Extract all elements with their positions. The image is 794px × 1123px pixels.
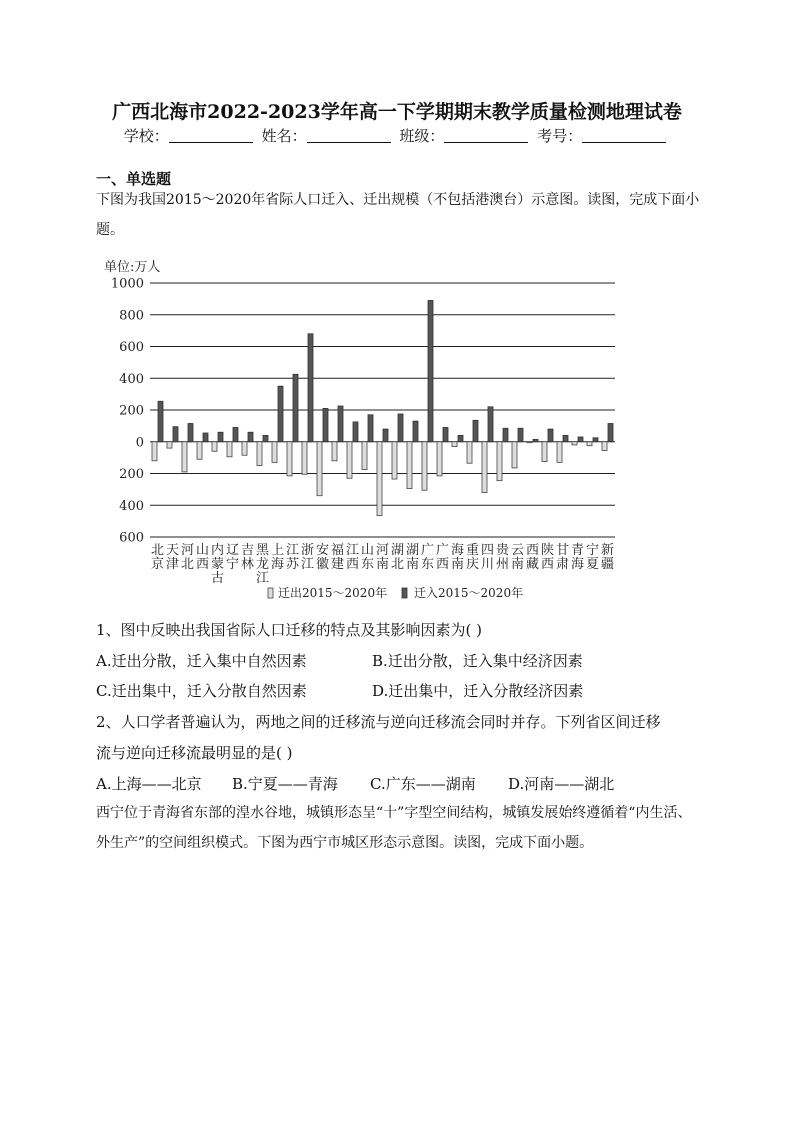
bar-out-15 xyxy=(377,442,382,516)
x-tick-label-char: 蒙 xyxy=(210,557,225,572)
x-tick-label-char: 宁 xyxy=(585,543,600,558)
legend-label-out: 迁出2015～2020年 xyxy=(278,586,388,600)
bar-out-27 xyxy=(557,442,562,463)
bar-in-12 xyxy=(338,406,343,442)
x-tick-label-char: 云 xyxy=(510,543,525,558)
school-label: 学校： xyxy=(123,127,169,145)
x-tick-label-char: 重 xyxy=(465,543,480,558)
bar-out-19 xyxy=(437,442,442,476)
x-tick-label-char: 西 xyxy=(525,543,540,558)
bar-out-28 xyxy=(572,442,577,445)
bar-out-14 xyxy=(362,442,367,470)
bar-out-1 xyxy=(167,442,172,448)
x-tick-label-char: 海 xyxy=(270,557,285,572)
x-tick-label-char: 海 xyxy=(450,543,465,558)
x-tick-label-char: 贵 xyxy=(495,543,510,558)
x-tick-label-char: 黑 xyxy=(255,543,270,558)
bar-in-9 xyxy=(293,374,298,441)
bar-out-2 xyxy=(182,442,187,472)
section-heading: 一、单选题 xyxy=(96,170,172,188)
bar-out-4 xyxy=(212,442,217,452)
x-tick-label-char: 江 xyxy=(285,543,300,558)
bar-out-8 xyxy=(272,442,277,463)
x-tick-label-char: 江 xyxy=(345,543,360,558)
q1-option-c[interactable]: C.迁出集中，迁入分散自然因素 xyxy=(96,682,307,700)
bar-in-2 xyxy=(188,423,193,441)
legend-swatch-out xyxy=(268,588,273,598)
y-tick-label: 200 xyxy=(119,403,144,419)
x-tick-label-char: 川 xyxy=(480,557,495,572)
y-tick-label: 600 xyxy=(119,340,144,355)
bar-in-20 xyxy=(458,435,463,441)
x-tick-label-char: 海 xyxy=(570,557,585,572)
bar-out-26 xyxy=(542,442,547,462)
bar-in-22 xyxy=(488,407,493,442)
bar-in-17 xyxy=(413,421,418,442)
q2-option-b[interactable]: B.宁夏——青海 xyxy=(232,775,338,793)
bar-out-10 xyxy=(302,442,307,475)
x-tick-label-char: 北 xyxy=(180,557,195,572)
x-tick-label-char: 东 xyxy=(420,557,435,572)
x-tick-label-char: 京 xyxy=(150,557,165,572)
name-blank[interactable] xyxy=(307,128,391,143)
y-tick-label: 200 xyxy=(119,467,144,482)
bar-out-5 xyxy=(227,442,232,457)
bar-out-25 xyxy=(527,442,532,443)
bar-in-14 xyxy=(368,415,373,442)
bar-in-25 xyxy=(533,439,538,441)
bar-in-18 xyxy=(428,300,433,441)
y-tick-label: 400 xyxy=(119,498,144,514)
bar-in-7 xyxy=(263,435,268,441)
x-tick-label-char: 浙 xyxy=(300,543,315,558)
x-tick-label-char: 甘 xyxy=(555,543,570,558)
bar-in-19 xyxy=(443,427,448,441)
bar-in-30 xyxy=(608,423,613,441)
legend-swatch-in xyxy=(402,588,407,598)
q1-option-b[interactable]: B.迁出分散，迁入集中经济因素 xyxy=(372,652,583,670)
bar-out-7 xyxy=(257,442,262,466)
x-tick-label-char: 疆 xyxy=(600,557,615,572)
x-tick-label-char: 广 xyxy=(435,543,450,558)
question-1-stem: 1、图中反映出我国省际人口迁移的特点及其影响因素为( ) xyxy=(96,621,483,639)
bar-out-20 xyxy=(452,442,457,447)
y-tick-label: 0 xyxy=(135,435,144,451)
bar-out-6 xyxy=(242,442,247,455)
y-tick-label: 800 xyxy=(119,308,144,324)
bar-out-9 xyxy=(287,442,292,476)
question-2-stem-line2: 流与逆向迁移流最明显的是( ) xyxy=(96,744,293,762)
x-tick-label-char: 山 xyxy=(360,543,375,558)
bar-in-15 xyxy=(383,429,388,442)
bar-out-3 xyxy=(197,442,202,459)
x-tick-label-char: 庆 xyxy=(465,557,480,572)
class-blank[interactable] xyxy=(444,128,528,143)
x-tick-label-char: 西 xyxy=(345,557,360,572)
bar-out-13 xyxy=(347,442,352,479)
x-tick-label-char: 东 xyxy=(360,557,375,572)
x-tick-label-char: 天 xyxy=(165,543,180,558)
x-tick-label-char: 南 xyxy=(510,557,525,572)
bar-in-21 xyxy=(473,420,478,441)
y-tick-label: 400 xyxy=(119,371,144,387)
migration-bar-chart xyxy=(90,254,620,606)
x-tick-label-char: 北 xyxy=(150,543,165,558)
question-2-stem-line1: 2、人口学者普遍认为，两地之间的迁移流与逆向迁移流会同时并存。下列省区间迁移 xyxy=(96,713,661,731)
y-tick-label: 600 xyxy=(119,530,144,546)
bar-in-3 xyxy=(203,433,208,442)
bar-out-30 xyxy=(602,442,607,451)
x-tick-label-char: 湖 xyxy=(390,543,405,558)
bar-out-11 xyxy=(317,442,322,496)
x-tick-label-char: 江 xyxy=(300,557,315,572)
x-tick-label-char: 陕 xyxy=(540,543,555,558)
bar-in-28 xyxy=(578,437,583,442)
x-tick-label-char: 新 xyxy=(600,543,615,558)
x-tick-label-char: 龙 xyxy=(255,557,270,572)
bar-out-22 xyxy=(482,442,487,493)
bar-in-10 xyxy=(308,334,313,442)
x-tick-label-char: 夏 xyxy=(585,557,600,572)
bar-in-5 xyxy=(233,427,238,441)
x-tick-label-char: 广 xyxy=(420,543,435,558)
x-tick-label-char: 四 xyxy=(480,543,495,558)
x-tick-label-char: 南 xyxy=(450,557,465,572)
x-tick-label-char: 河 xyxy=(375,543,390,558)
bar-in-11 xyxy=(323,408,328,441)
bar-out-24 xyxy=(512,442,517,468)
chart-unit-label: 单位:万人 xyxy=(104,260,161,275)
bar-in-24 xyxy=(518,428,523,441)
bar-out-18 xyxy=(422,442,427,490)
bar-in-29 xyxy=(593,438,598,442)
bar-out-21 xyxy=(467,442,472,463)
x-tick-label-char: 津 xyxy=(165,557,180,572)
x-tick-label-char: 北 xyxy=(390,557,405,572)
x-tick-label-char: 上 xyxy=(270,543,285,558)
x-tick-label-char: 内 xyxy=(210,543,225,558)
x-tick-label-char: 江 xyxy=(255,571,270,586)
bar-in-16 xyxy=(398,414,403,442)
q1-option-a[interactable]: A.迁出分散，迁入集中自然因素 xyxy=(96,652,307,670)
page-title: 广西北海市2022-2023学年高一下学期期末教学质量检测地理试卷 xyxy=(112,101,682,123)
intro-paragraph-1: 下图为我国2015～2020年省际人口迁入、迁出规模（不包括港澳台）示意图。读图，完成下面小题。 xyxy=(96,192,700,238)
bar-in-23 xyxy=(503,428,508,441)
student-info-line xyxy=(0,125,794,146)
bar-out-29 xyxy=(587,442,592,446)
bar-in-26 xyxy=(548,429,553,442)
x-tick-label-char: 州 xyxy=(495,557,510,572)
x-tick-label-char: 建 xyxy=(330,557,345,572)
bar-in-13 xyxy=(353,422,358,442)
x-tick-label-char: 宁 xyxy=(225,557,240,572)
class-label: 班级： xyxy=(399,127,445,145)
q1-option-d[interactable]: D.迁出集中，迁入分散经济因素 xyxy=(372,682,584,700)
q2-option-d[interactable]: D.河南——湖北 xyxy=(508,775,615,793)
name-label: 姓名： xyxy=(261,127,307,145)
x-tick-label-char: 山 xyxy=(195,543,210,558)
x-tick-label-char: 西 xyxy=(540,557,555,572)
exam-number-label: 考号： xyxy=(537,127,583,145)
x-tick-label-char: 南 xyxy=(405,557,420,572)
bar-out-0 xyxy=(152,442,157,461)
legend-label-in: 迁入2015～2020年 xyxy=(414,586,524,600)
exam-number-blank[interactable] xyxy=(582,128,666,143)
bar-in-1 xyxy=(173,427,178,442)
x-tick-label-char: 西 xyxy=(435,557,450,572)
x-tick-label-char: 古 xyxy=(210,571,225,586)
bar-out-23 xyxy=(497,442,502,481)
intro-paragraph-2: 西宁位于青海省东部的湟水谷地，城镇形态呈“十”字型空间结构，城镇发展始终遵循着“内生活、外生产”的空间组织模式。下图为西宁市城区形态示意图。读图，完成下面小题。 xyxy=(96,805,692,851)
x-tick-label-char: 徽 xyxy=(315,557,330,572)
x-tick-label-char: 林 xyxy=(240,557,255,572)
x-tick-label-char: 安 xyxy=(315,543,330,558)
bar-out-12 xyxy=(332,442,337,461)
x-tick-label-char: 福 xyxy=(330,543,345,558)
x-tick-label-char: 南 xyxy=(375,557,390,572)
bar-in-6 xyxy=(248,432,253,442)
x-tick-label-char: 河 xyxy=(180,543,195,558)
bar-in-27 xyxy=(563,435,568,441)
bar-in-0 xyxy=(158,401,163,441)
y-tick-label: 1000 xyxy=(110,276,144,292)
bar-out-17 xyxy=(407,442,412,489)
x-tick-label-char: 湖 xyxy=(405,543,420,558)
bar-in-4 xyxy=(218,432,223,442)
school-blank[interactable] xyxy=(169,128,253,143)
x-tick-label-char: 吉 xyxy=(240,543,255,558)
q2-option-a[interactable]: A.上海——北京 xyxy=(96,775,202,793)
bar-in-8 xyxy=(278,386,283,442)
bar-out-16 xyxy=(392,442,397,479)
x-tick-label-char: 苏 xyxy=(285,557,300,572)
x-tick-label-char: 青 xyxy=(570,543,585,558)
x-tick-label-char: 藏 xyxy=(525,557,540,572)
q2-option-c[interactable]: C.广东——湖南 xyxy=(370,775,476,793)
x-tick-label-char: 肃 xyxy=(555,557,570,572)
x-tick-label-char: 西 xyxy=(195,557,210,572)
x-tick-label-char: 辽 xyxy=(225,543,240,558)
